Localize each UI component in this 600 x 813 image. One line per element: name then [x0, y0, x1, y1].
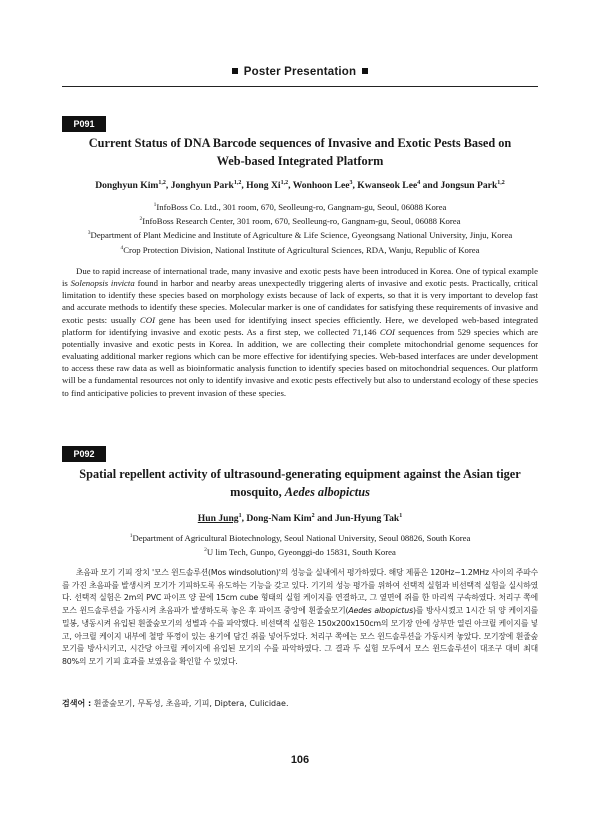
author-affiliation-mark: 1,2	[233, 180, 242, 186]
italic-term: COI	[139, 314, 155, 325]
poster-title	[62, 134, 538, 170]
species-name: Aedes albopictus	[284, 485, 370, 499]
keywords-line	[62, 698, 538, 709]
author-name: Kwanseok Lee	[357, 180, 418, 192]
author-affiliation-mark: 1,2	[158, 180, 166, 186]
affiliation-text: Department of Agricultural Biotechnology, Seoul National University, Seoul 08826, South Korea	[132, 532, 471, 543]
affiliation-text: U lim Tech, Gunpo, Gyeonggi-do 15831, South Korea	[206, 547, 396, 558]
poster-code-badge: P092	[62, 446, 106, 462]
abstract-segment: 초음파 모기 기피 장치 '모스 윈드솔루션(Mos windsolution)'의 성능을 실내에서 평가하였다. 해당 제품은 120Hz~1.2MHz 사이의 주파수를 가진 초음파를 발생시켜 모기가 기피하도록 유도하는 기능을 갖고 있다. 기기의 성능 평가를 위하여 선택적 실험과 비선택적 실험을 실시하였다. 선택적 실험은 2m의 PVC 파이프 양 끝에 15cm cube 형태의 실험 케이지를 연결하고, 그 옆면에 쥐를 한 마리씩 구속하였다. 처리구 쪽에 모스 윈드솔루션을 가동시켜 초음파가 발생하도록 놓은 후 파이프 중앙에 흰줄숲모기(	[62, 568, 538, 616]
author-affiliation-mark: 1	[238, 513, 242, 519]
poster-title-text: mosquito,	[230, 485, 285, 499]
poster-title-line: Spatial repellent activity of ultrasound-generating equipment against the Asian tiger	[79, 467, 521, 481]
affiliation-line	[62, 242, 538, 256]
affiliation-line	[62, 544, 538, 558]
author-affiliation-mark: 4	[417, 180, 421, 186]
author-affiliation-mark: 2	[311, 513, 315, 519]
header-title: Poster Presentation	[243, 66, 357, 78]
affiliation-mark: 1	[129, 533, 133, 539]
keywords-list: 흰줄숲모기, 무독성, 초음파, 기피, Diptera, Culicidae.	[91, 699, 289, 708]
abstract-text	[62, 567, 538, 669]
affiliation-line	[62, 227, 538, 241]
author-name: Donghyun Kim	[95, 180, 159, 192]
poster-code-badge: P091	[62, 116, 106, 132]
author-name: Jun-Hyung Tak	[334, 513, 400, 525]
affiliation-mark: 3	[87, 230, 91, 237]
poster-title-line	[62, 483, 538, 501]
affiliation-mark: 2	[139, 216, 143, 223]
keywords-label: 검색어 :	[62, 699, 92, 708]
author-list: Donghyun Kim$^{1,2}$, Jonghyun Park$^{1,2}$, Hong Xi$^{1,2}$, Wonhoon Lee$^3$, Kwanseok Lee$^4$ and Jongsun Park$^{1,2}$	[95, 180, 505, 192]
affiliation-mark: 2	[204, 547, 207, 554]
page-number: 106	[290, 754, 310, 766]
author-name: Hun Jung	[197, 513, 239, 525]
poster-title-line: Web-based Integrated Platform	[216, 154, 384, 168]
square-bullet-icon	[232, 68, 238, 74]
author-name: Jongsun Park	[440, 180, 498, 192]
italic-term: Solenopsis invicta	[70, 278, 135, 289]
author-affiliation-mark: 1,2	[280, 180, 289, 186]
affiliation-mark: 1	[153, 202, 157, 208]
affiliation-mark: 4	[120, 244, 124, 251]
affiliation-line	[62, 213, 538, 227]
abstract-text	[62, 265, 538, 399]
italic-term: Aedes albopictus	[348, 606, 413, 616]
abstract-segment: gene has been used for identifying insect species efficiently. Here, we developed web-based integrated platform for identifying invasive and exotic pests. As a first step, we collected 71,146	[62, 314, 539, 337]
abstract-segment: sequences from 529 species which are potentially invasive and exotic pests in Korea. In addition, we are collecting their complete mitochondrial genome sequences for evaluating additional marker regions which can be more effective for identifying species. Web-based interfaces are under development to access these raw data as well as bioinformatic analysis function to identify species based on mitochondrial sequences. Our platform will be a fundamental resources not only to identify invasive and exotic pests effectively but also to understand ecology of these species to find anticipative policies to prevent invasion of these species.	[62, 326, 539, 398]
affiliation-text: Crop Protection Division, National Institute of Agricultural Sciences, RDA, Wanju, Republic of Korea	[123, 244, 480, 255]
affiliation-text: InfoBoss Co. Ltd., 301 room, 670, Seolleung-ro, Gangnam-gu, Seoul, 06088 Korea	[156, 201, 447, 212]
author-affiliation-mark: 1,2	[497, 180, 505, 186]
affiliation-line	[62, 199, 538, 213]
author-affiliation-mark: 3	[349, 180, 353, 186]
author-name: Dong-Nam Kim	[246, 513, 312, 525]
running-header	[0, 66, 600, 78]
abstract-segment: )를 방사시켰고 1시간 뒤 양 케이지를 밀봉, 냉동시켜 유입된 흰줄숲모기의 성별과 수를 파악했다. 비선택적 실험은 150x200x150cm의 모기장 안에 상부만 열린 아크릴 케이지를 넣고, 아크릴 케이지 내부에 철망 뚜껑이 있는 용기에 담긴 쥐를 넣어두었다. 처리구 쪽에는 모스 윈드솔루션을 가동시켜 놓았다. 모기장에 흰줄숲모기를 방사시키고, 시간당 아크릴 케이지에 유입된 모기의 수를 파악하였다. 그 결과 두 실험 모두에서 모스 윈드솔루션이 대조구 대비 최대 80%의 모기 기피 효과를 보였음을 확인할 수 있었다.	[62, 606, 538, 666]
author-list: Hun Jung$^1$, Dong-Nam Kim$^2$ and Jun-Hyung Tak$^1$	[197, 513, 403, 525]
abstract-segment: found in harbor and nearby areas unexpectedly triggering alerts of invasive and exotic pests. Practically, critical limitation to identify these species based on morphology exists because of lack of experts, so that it is very important to develop fast and accurate methods to identify these species. Molecular marker is one of candidates for satisfying these requirements of invasive and exotic pests: usually	[62, 278, 538, 325]
affiliation-list	[62, 530, 538, 558]
affiliation-list	[62, 199, 538, 256]
affiliation-line	[62, 530, 538, 544]
author-name: Jonghyun Park	[170, 180, 234, 192]
poster-title-line: Current Status of DNA Barcode sequences of Invasive and Exotic Pests Based on	[88, 136, 512, 150]
abstract-segment: Due to rapid increase of international trade, many invasive and exotic pests have been introduced in Korea. One of typical example is	[62, 266, 538, 289]
author-affiliation-mark: 1	[399, 513, 403, 519]
square-bullet-icon	[362, 68, 368, 74]
header-rule	[62, 86, 538, 87]
author-name: Wonhoon Lee	[292, 180, 350, 192]
affiliation-text: InfoBoss Research Center, 301 room, 670, Seolleung-ro, Gangnam-gu, Seoul, 06088 Korea	[142, 216, 461, 227]
italic-term: COI	[379, 326, 395, 337]
author-name: Hong Xi	[246, 180, 281, 192]
affiliation-text: Department of Plant Medicine and Institute of Agriculture & Life Science, Gyeongsang National University, Jinju, Korea	[90, 230, 513, 241]
poster-title	[62, 465, 538, 501]
